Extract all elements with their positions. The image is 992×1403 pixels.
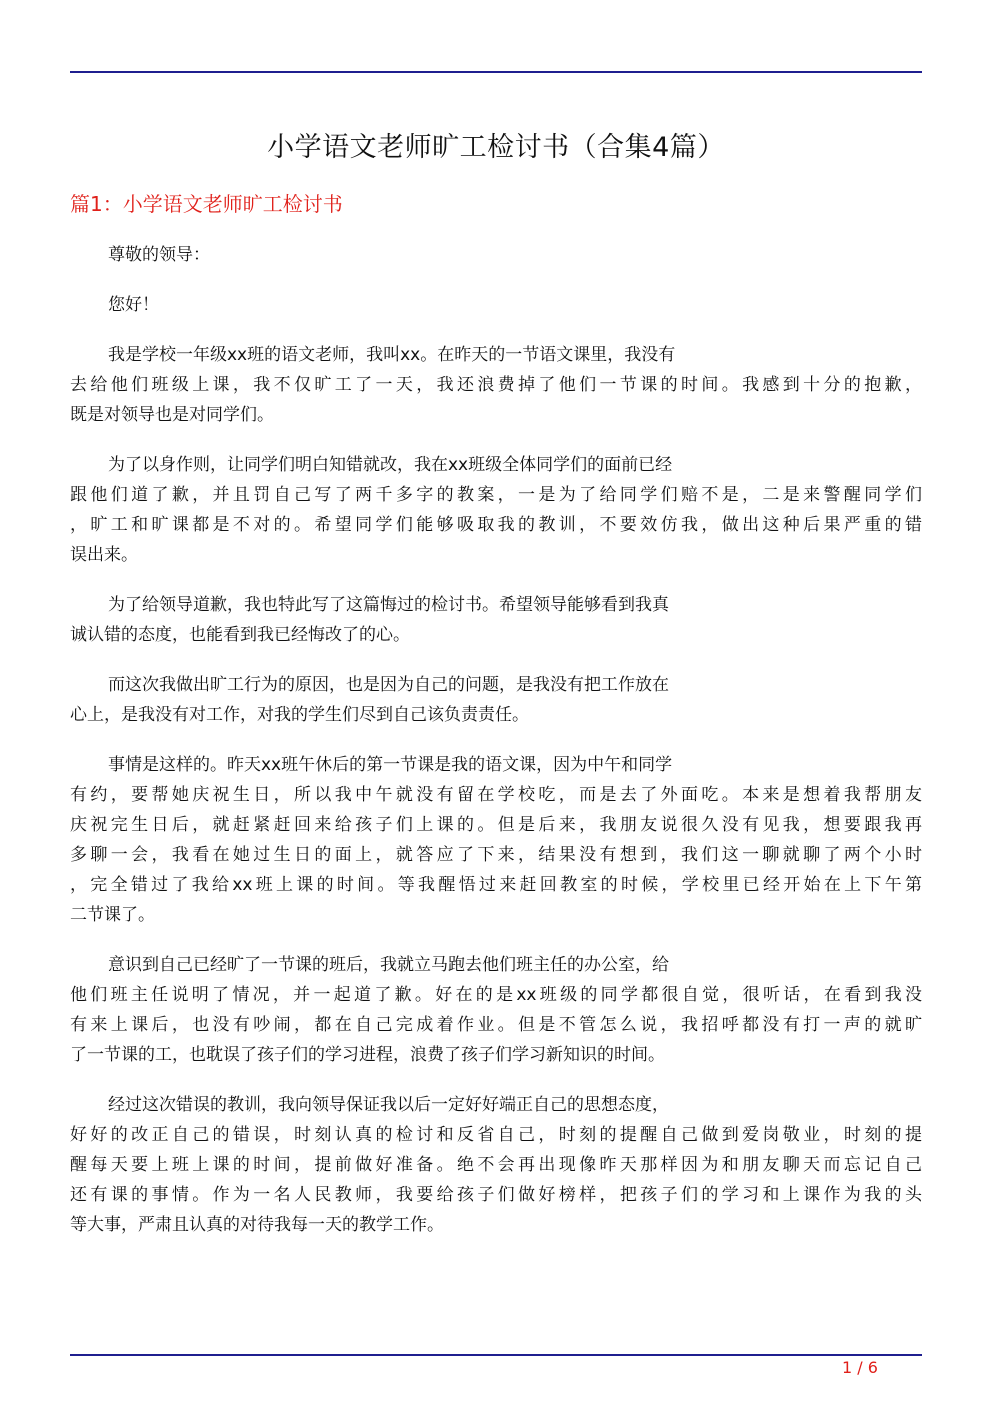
paragraph-line: 多聊一会，我看在她过生日的面上，就答应了下来，结果没有想到，我们这一聊就聊了两个小时 xyxy=(70,845,922,865)
paragraph-line: 他们班主任说明了情况，并一起道了歉。好在的是xx班级的同学都很自觉，很听话，在看到我没 xyxy=(70,985,922,1005)
paragraph-line: 有来上课后，也没有吵闹，都在自己完成着作业。但是不管怎么说，我招呼都没有打一声的就旷 xyxy=(70,1015,922,1035)
paragraph xyxy=(70,750,922,930)
paragraph xyxy=(70,290,922,320)
paragraph-line: 经过这次错误的教训，我向领导保证我以后一定好好端正自己的思想态度， xyxy=(108,1095,669,1115)
paragraph xyxy=(70,240,922,270)
paragraph-line: 好好的改正自己的错误，时刻认真的检讨和反省自己，时刻的提醒自己做到爱岗敬业，时刻的提 xyxy=(70,1125,922,1145)
paragraph-line: 而这次我做出旷工行为的原因，也是因为自己的问题，是我没有把工作放在 xyxy=(108,675,669,695)
paragraph-line: 误出来。 xyxy=(70,545,138,565)
paragraph-line: 了一节课的工，也耽误了孩子们的学习进程，浪费了孩子们学习新知识的时间。 xyxy=(70,1045,665,1065)
paragraph-line: 为了以身作则，让同学们明白知错就改，我在xx班级全体同学们的面前已经 xyxy=(108,455,673,475)
paragraph-line: 事情是这样的。昨天xx班午休后的第一节课是我的语文课，因为中午和同学 xyxy=(108,755,673,775)
footer-rule xyxy=(70,1354,922,1356)
paragraph-line: 心上，是我没有对工作，对我的学生们尽到自己该负责责任。 xyxy=(70,705,529,725)
paragraph xyxy=(70,340,922,430)
paragraph-line: 诚认错的态度，也能看到我已经悔改了的心。 xyxy=(70,625,410,645)
header-rule xyxy=(70,71,922,73)
page-number: 1 / 6 xyxy=(842,1358,878,1377)
section-heading: 篇1：小学语文老师旷工检讨书 xyxy=(70,192,343,216)
paragraph-line: 尊敬的领导： xyxy=(108,245,210,265)
paragraph xyxy=(70,1090,922,1240)
paragraph-line: 意识到自己已经旷了一节课的班后，我就立马跑去他们班主任的办公室，给 xyxy=(108,955,669,975)
paragraph-line: ，完全错过了我给xx班上课的时间。等我醒悟过来赶回教室的时候，学校里已经开始在上下午第 xyxy=(70,875,922,895)
document-title: 小学语文老师旷工检讨书（合集4篇） xyxy=(267,132,725,163)
paragraph-line: 醒每天要上班上课的时间，提前做好准备。绝不会再出现像昨天那样因为和朋友聊天而忘记自己 xyxy=(70,1155,922,1175)
paragraph-line: 您好！ xyxy=(108,295,159,315)
paragraph-line: 庆祝完生日后，就赶紧赶回来给孩子们上课的。但是后来，我朋友说很久没有见我，想要跟我再 xyxy=(70,815,922,835)
paragraph-line: 等大事，严肃且认真的对待我每一天的教学工作。 xyxy=(70,1215,444,1235)
paragraph-line: 去给他们班级上课，我不仅旷工了一天，我还浪费掉了他们一节课的时间。我感到十分的抱歉， xyxy=(70,375,922,395)
paragraph-line: 跟他们道了歉，并且罚自己写了两千多字的教案，一是为了给同学们赔不是，二是来警醒同学们 xyxy=(70,485,922,505)
paragraph xyxy=(70,950,922,1070)
paragraph xyxy=(70,670,922,730)
paragraph-line: 我是学校一年级xx班的语文老师，我叫xx。在昨天的一节语文课里，我没有 xyxy=(108,345,676,365)
paragraph-line: 有约，要帮她庆祝生日，所以我中午就没有留在学校吃，而是去了外面吃。本来是想着我帮朋友 xyxy=(70,785,922,805)
paragraph-line: 还有课的事情。作为一名人民教师，我要给孩子们做好榜样，把孩子们的学习和上课作为我的头 xyxy=(70,1185,922,1205)
document-body xyxy=(70,240,922,1260)
paragraph-line: ，旷工和旷课都是不对的。希望同学们能够吸取我的教训，不要效仿我，做出这种后果严重的错 xyxy=(70,515,922,535)
paragraph-line: 既是对领导也是对同学们。 xyxy=(70,405,274,425)
paragraph xyxy=(70,450,922,570)
paragraph-line: 二节课了。 xyxy=(70,905,155,925)
paragraph xyxy=(70,590,922,650)
paragraph-line: 为了给领导道歉，我也特此写了这篇悔过的检讨书。希望领导能够看到我真 xyxy=(108,595,669,615)
